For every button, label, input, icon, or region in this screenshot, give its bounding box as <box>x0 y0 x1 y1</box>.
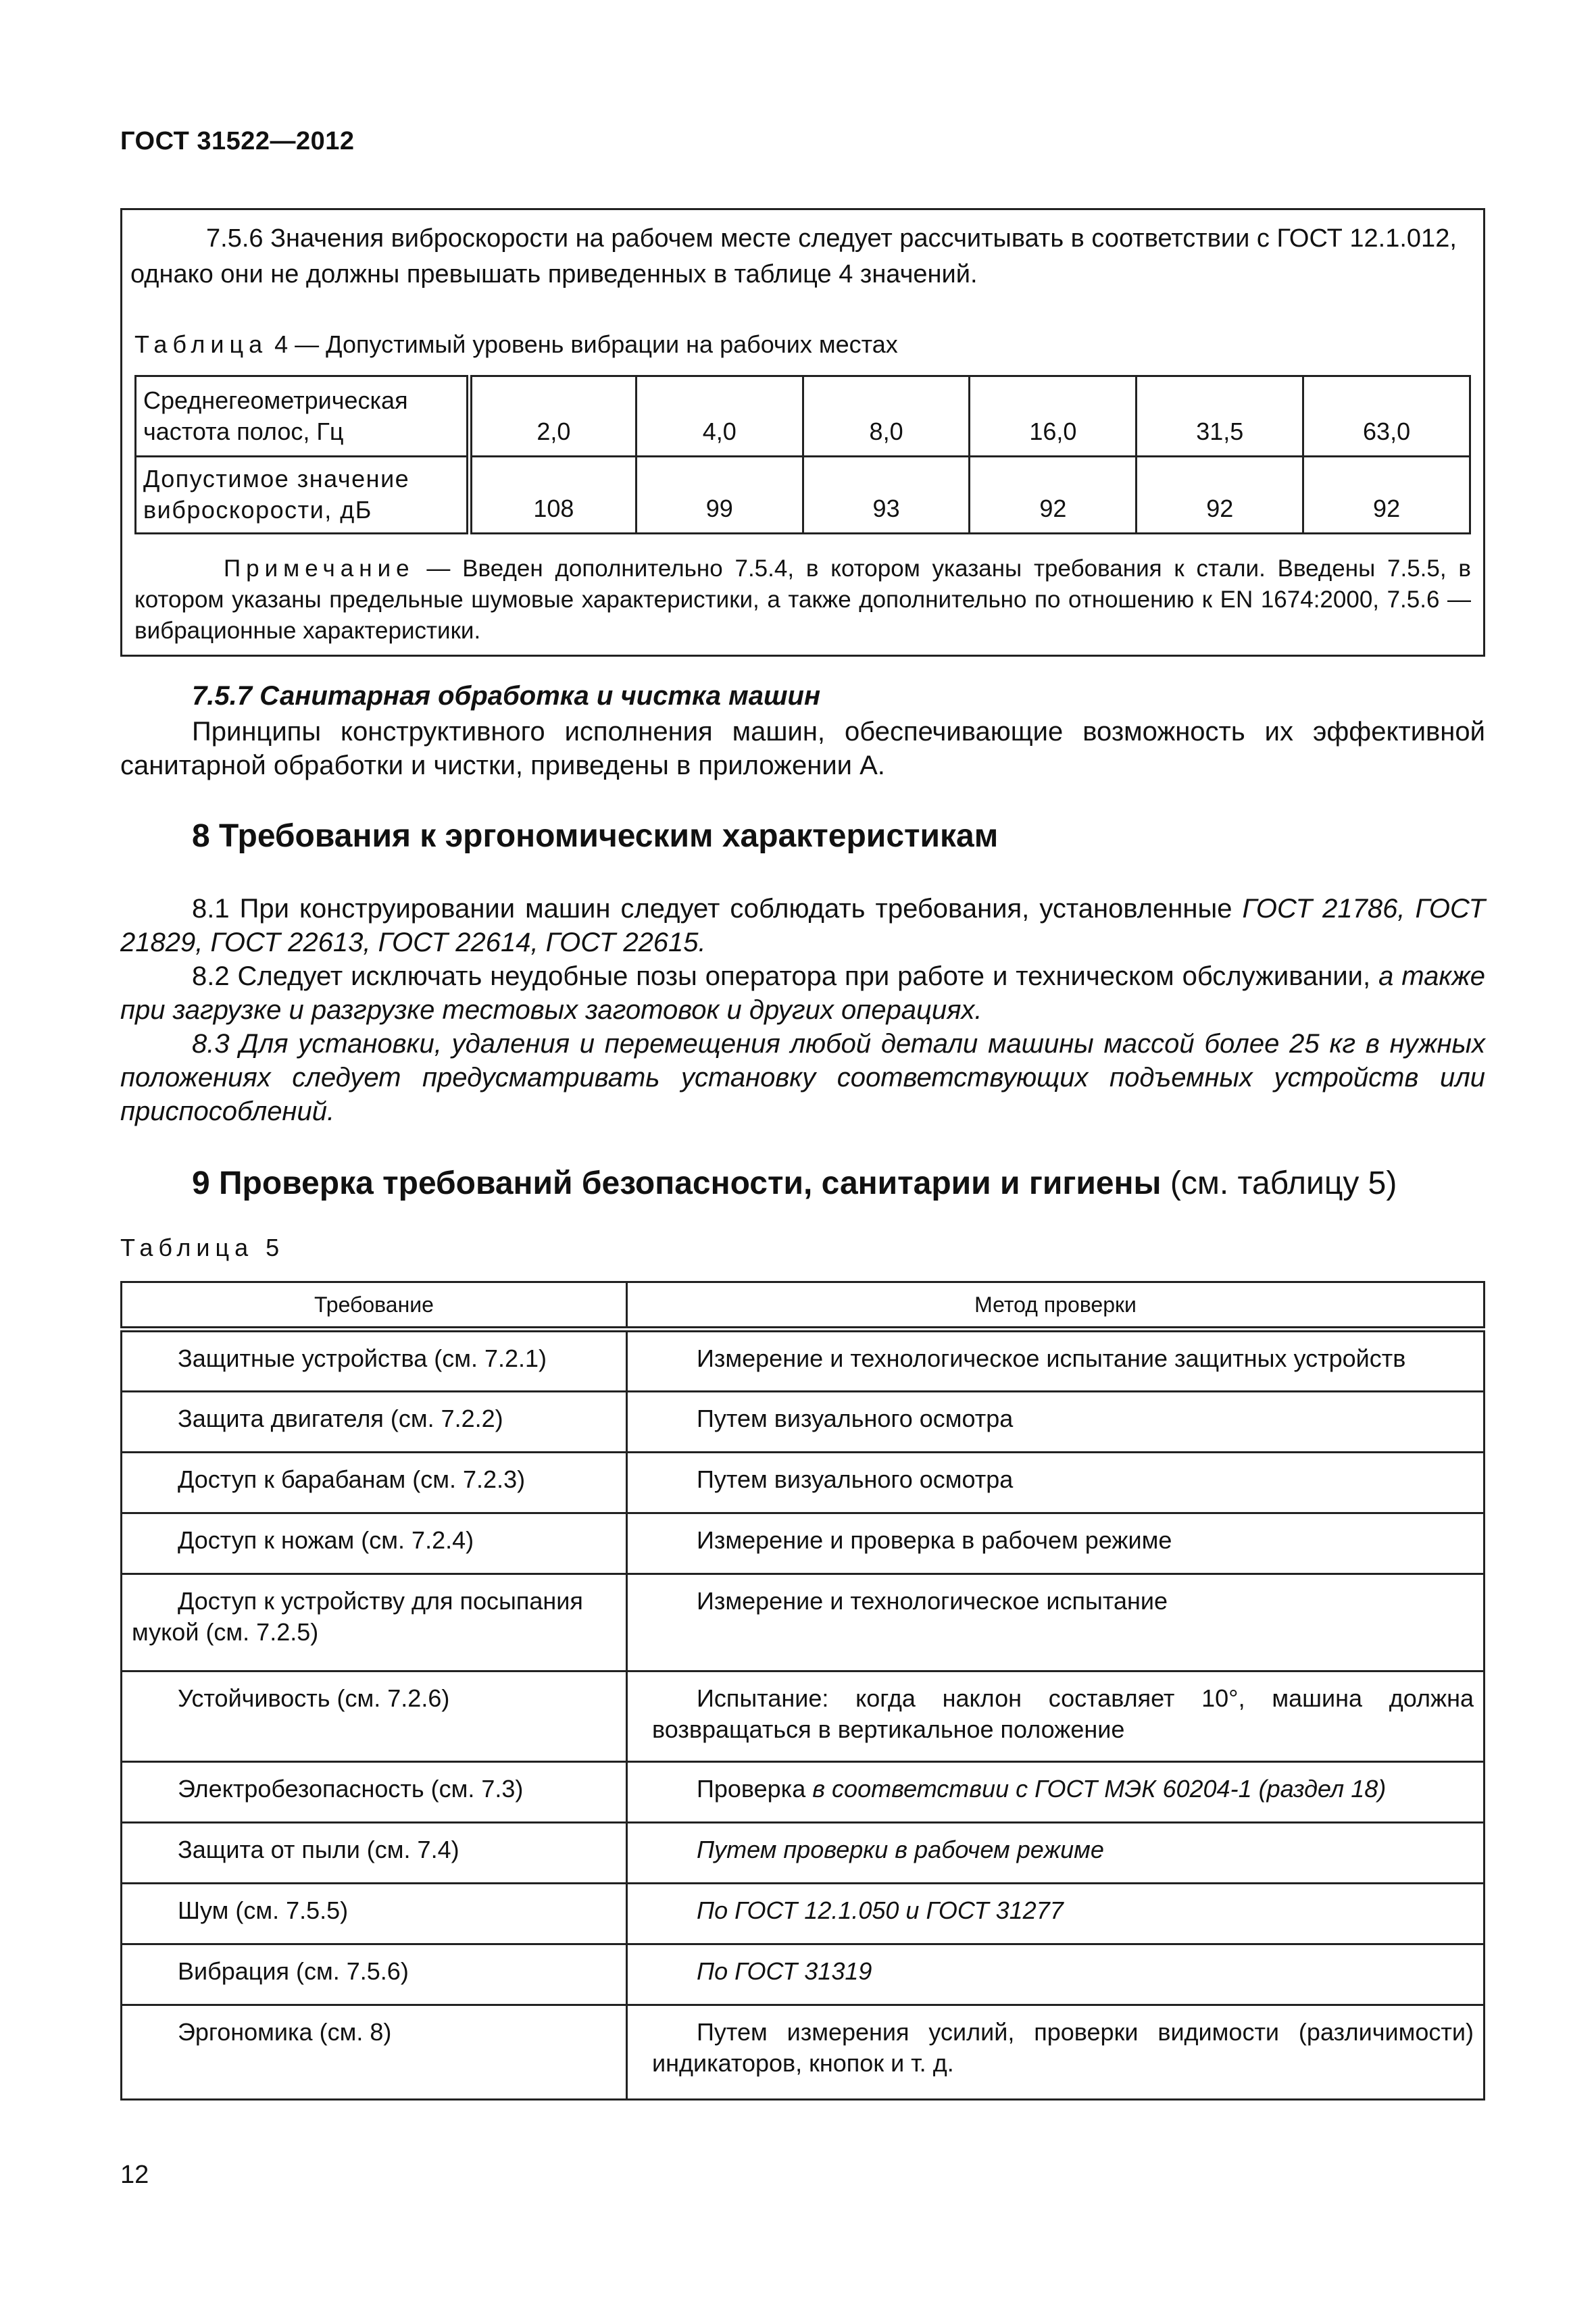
table-row <box>136 456 1470 534</box>
method-cell: Путем проверки в рабочем режиме <box>627 1823 1485 1884</box>
method-cell: Путем визуального осмотра <box>627 1392 1485 1453</box>
table-4-caption: Таблица 4 — Допустимый уровень вибрации на рабочих местах <box>134 330 898 358</box>
requirement-cell: Электробезопасность (см. 7.3) <box>122 1762 627 1823</box>
table-row <box>136 376 1470 457</box>
method-cell: Путем измерения усилий, проверки видимости (различимости) индикаторов, кнопок и т. д. <box>627 2005 1485 2100</box>
heading-7-5-7: 7.5.7 Санитарная обработка и чистка машин <box>192 681 821 711</box>
framed-amendment-block <box>120 208 1485 657</box>
table-5-caption: Таблица 5 <box>120 1234 285 1261</box>
paragraph-7-5-7: Принципы конструктивного исполнения машин, обеспечивающие возможность их эффективной санитарной обработки и чистки, приведены в приложении А. <box>120 717 1485 780</box>
table-4 <box>134 375 1471 534</box>
table-row <box>122 1884 1485 1944</box>
table-cell: 31,5 <box>1137 376 1303 457</box>
method-cell: Испытание: когда наклон составляет 10°, машина должна возвращаться в вертикальное положение <box>627 1671 1485 1762</box>
table-row <box>122 1762 1485 1823</box>
requirement-cell: Вибрация (см. 7.5.6) <box>122 1944 627 2005</box>
column-header-method: Метод проверки <box>627 1282 1485 1330</box>
method-cell: Измерение и технологическое испытание <box>627 1574 1485 1671</box>
method-cell: Измерение и технологическое испытание защитных устройств <box>627 1330 1485 1392</box>
paragraph-7-5-6: 7.5.6 Значения виброскорости на рабочем месте следует рассчитывать в соответствии с ГОСТ 12.1.012, однако они не должны превышать приведенных в таблице 4 значений. <box>130 224 1457 288</box>
table-row <box>122 1392 1485 1453</box>
table-cell: 99 <box>636 456 803 534</box>
page-number: 12 <box>120 2161 149 2189</box>
table-row <box>122 1513 1485 1574</box>
column-header-requirement: Требование <box>122 1282 627 1330</box>
method-cell: По ГОСТ 12.1.050 и ГОСТ 31277 <box>627 1884 1485 1944</box>
heading-section-8: 8 Требования к эргономическим характеристикам <box>192 818 999 854</box>
table-cell: 8,0 <box>803 376 970 457</box>
table-cell: 92 <box>1303 456 1470 534</box>
requirement-cell: Доступ к ножам (см. 7.2.4) <box>122 1513 627 1574</box>
table-row <box>122 1574 1485 1671</box>
method-cell: Путем визуального осмотра <box>627 1453 1485 1513</box>
row-label: Среднегеометрическая частота полос, Гц <box>136 376 470 457</box>
table-cell: 4,0 <box>636 376 803 457</box>
table-row <box>122 2005 1485 2100</box>
table-cell: 63,0 <box>1303 376 1470 457</box>
requirement-cell: Эргономика (см. 8) <box>122 2005 627 2100</box>
heading-section-9: 9 Проверка требований безопасности, санитарии и гигиены (см. таблицу 5) <box>192 1165 1397 1201</box>
table-cell: 2,0 <box>470 376 637 457</box>
document-code: ГОСТ 31522—2012 <box>120 127 355 155</box>
table-cell: 92 <box>970 456 1137 534</box>
table-row <box>122 1671 1485 1762</box>
table-5 <box>120 1281 1485 2101</box>
method-cell: Проверка в соответствии с ГОСТ МЭК 60204-1 (раздел 18) <box>627 1762 1485 1823</box>
requirement-cell: Защита двигателя (см. 7.2.2) <box>122 1392 627 1453</box>
table-cell: 108 <box>470 456 637 534</box>
table-row <box>122 1944 1485 2005</box>
table-4-note: Примечание — Введен дополнительно 7.5.4, в котором указаны требования к стали. Введены 7.5.5, в котором указаны предельные шумовые характеристики, а также дополнительно по отношению к EN 1674:2000, 7.5.6 — вибрационные характеристики. <box>134 555 1471 644</box>
requirement-cell: Защита от пыли (см. 7.4) <box>122 1823 627 1884</box>
table-row <box>122 1330 1485 1392</box>
requirement-cell: Шум (см. 7.5.5) <box>122 1884 627 1944</box>
table-header-row <box>122 1282 1485 1330</box>
paragraph-8-1: 8.1 При конструировании машин следует соблюдать требования, установленные ГОСТ 21786, ГОСТ 21829, ГОСТ 22613, ГОСТ 22614, ГОСТ 22615. <box>120 894 1486 957</box>
requirement-cell: Доступ к устройству для посыпания мукой (см. 7.2.5) <box>122 1574 627 1671</box>
paragraph-8-3: 8.3 Для установки, удаления и перемещения любой детали машины массой более 25 кг в нужных положениях следует предусматривать установку соответствующих подъемных устройств или приспособлений. <box>120 1029 1485 1126</box>
row-label: Допустимое значение виброскорости, дБ <box>136 456 470 534</box>
requirement-cell: Устойчивость (см. 7.2.6) <box>122 1671 627 1762</box>
table-cell: 93 <box>803 456 970 534</box>
table-row <box>122 1823 1485 1884</box>
table-row <box>122 1453 1485 1513</box>
requirement-cell: Защитные устройства (см. 7.2.1) <box>122 1330 627 1392</box>
table-cell: 16,0 <box>970 376 1137 457</box>
method-cell: Измерение и проверка в рабочем режиме <box>627 1513 1485 1574</box>
paragraph-8-2: 8.2 Следует исключать неудобные позы оператора при работе и техническом обслуживании, а также при загрузке и разгрузке тестовых заготовок и других операциях. <box>120 961 1485 1025</box>
table-cell: 92 <box>1137 456 1303 534</box>
method-cell: По ГОСТ 31319 <box>627 1944 1485 2005</box>
requirement-cell: Доступ к барабанам (см. 7.2.3) <box>122 1453 627 1513</box>
